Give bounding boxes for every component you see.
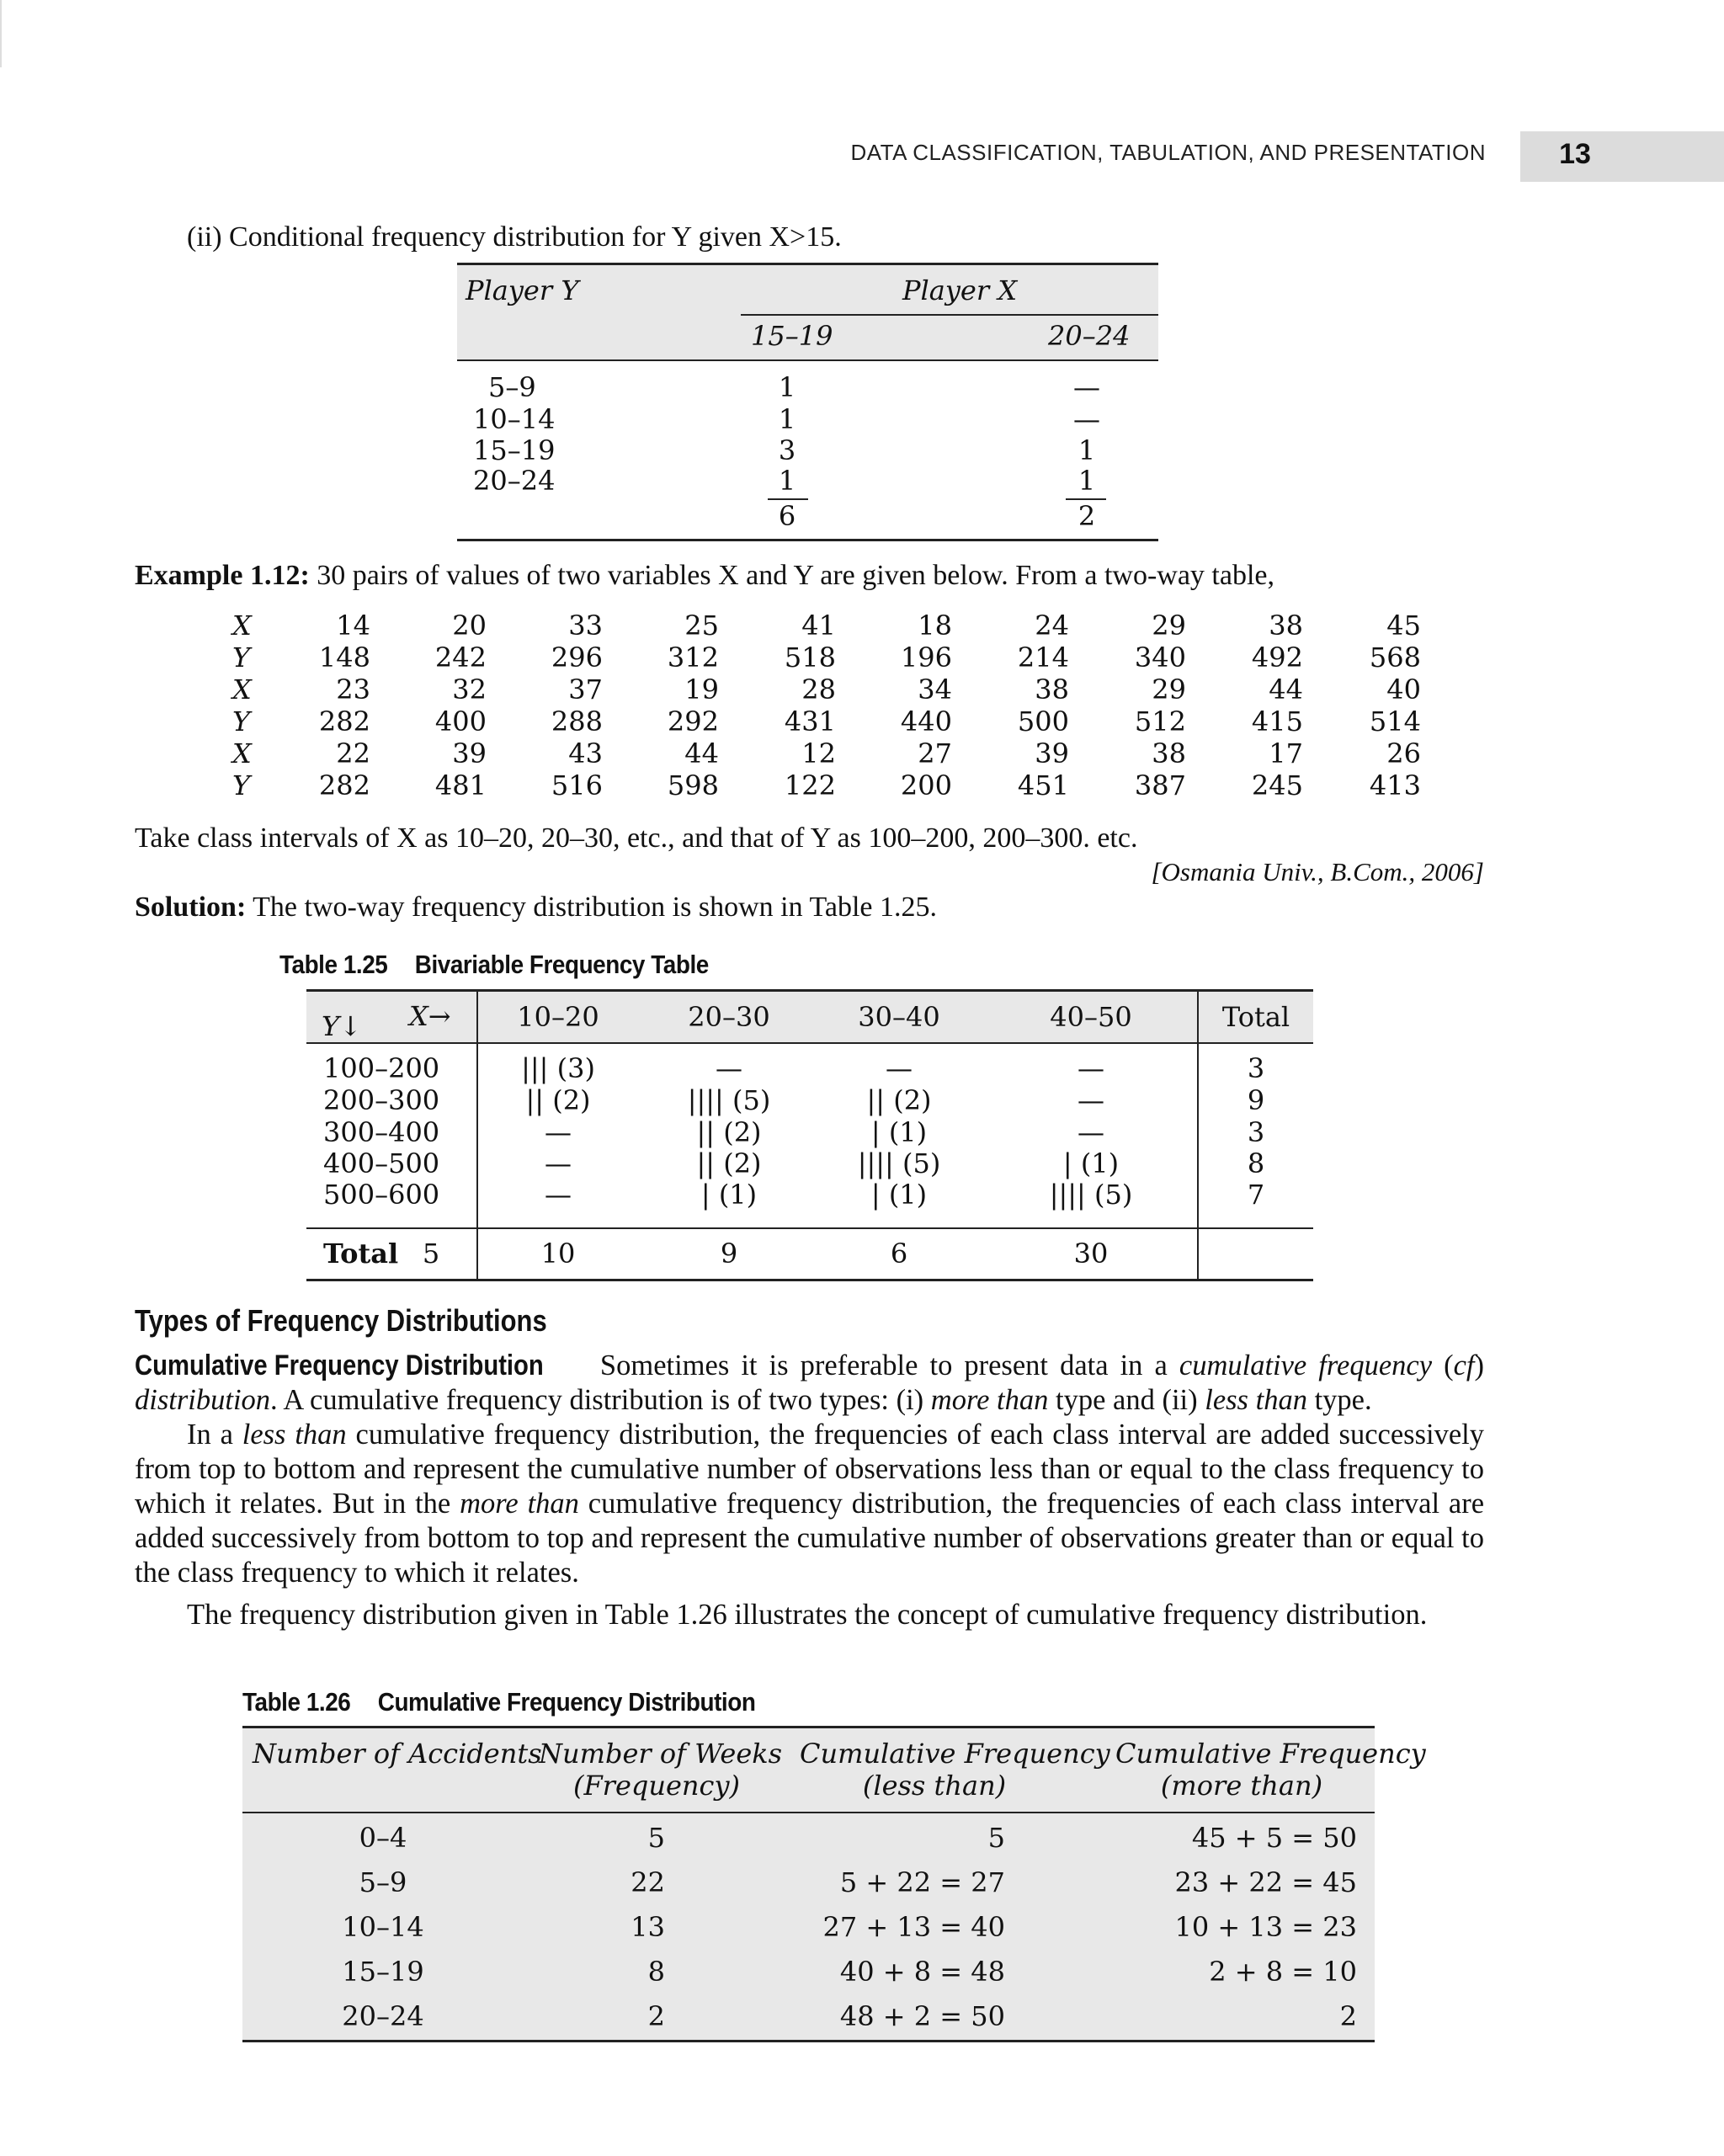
col-head-total: Total: [1221, 1001, 1290, 1033]
subheading: Cumulative Frequency Distribution: [135, 1349, 544, 1381]
row-label: 20–24: [473, 465, 556, 497]
col-head: (Frequency): [572, 1770, 741, 1802]
tally-cell: | (1): [700, 1179, 758, 1211]
pair-value: 40: [1386, 673, 1421, 705]
emphasis: more than: [930, 1384, 1049, 1416]
text: Sometimes it is preferable to present data in a: [599, 1349, 1168, 1381]
cf-more-cell: 2 + 8 = 10: [1209, 1956, 1357, 1988]
tally-cell: —: [716, 1052, 742, 1084]
tally-cell: |||| (5): [857, 1147, 941, 1179]
emphasis: less than: [1205, 1384, 1307, 1416]
total-cell: 5: [422, 1238, 440, 1270]
accidents-cell: 0–4: [359, 1822, 407, 1854]
row-label: 100–200: [323, 1052, 440, 1084]
col-20-24: 20–24: [1048, 320, 1131, 352]
pair-value: 39: [1035, 737, 1069, 769]
col-head: Cumulative Frequency: [1115, 1738, 1426, 1770]
table-number: Table 1.25: [279, 950, 388, 979]
pair-value: 39: [452, 737, 487, 769]
table-126-caption: [242, 1687, 755, 1717]
variable-label: Y: [232, 769, 251, 801]
pair-value: 38: [1035, 673, 1069, 705]
weeks-cell: 5: [647, 1822, 665, 1854]
pair-value: 29: [1152, 673, 1186, 705]
total-cell: 6: [890, 1238, 908, 1270]
pair-value: 26: [1386, 737, 1421, 769]
weeks-cell: 13: [631, 1911, 665, 1943]
weeks-cell: 2: [647, 2000, 665, 2032]
total-label: Total: [323, 1238, 399, 1270]
pair-value: 38: [1152, 737, 1186, 769]
cell: 1: [1078, 434, 1096, 466]
row-label: 10–14: [473, 403, 556, 435]
pair-value: 196: [900, 641, 952, 673]
variable-label: Y: [232, 705, 251, 737]
solution-text: The two-way frequency distribution is shown in Table 1.25.: [253, 892, 938, 923]
tally-cell: | (1): [870, 1116, 928, 1148]
table-title: Bivariable Frequency Table: [414, 950, 709, 979]
total-cell: 9: [720, 1238, 738, 1270]
pair-value: 44: [1269, 673, 1303, 705]
pair-value: 28: [801, 673, 836, 705]
cell: 1: [778, 371, 796, 403]
pair-value: 440: [900, 705, 952, 737]
pair-value: 514: [1369, 705, 1421, 737]
pair-value: 27: [918, 737, 952, 769]
tally-cell: | (1): [870, 1179, 928, 1211]
pair-value: 245: [1251, 769, 1303, 801]
col-15-19: 15–19: [751, 320, 833, 352]
row-label: 500–600: [323, 1179, 440, 1211]
text: type.: [1314, 1384, 1372, 1416]
col-head: (more than): [1160, 1770, 1323, 1802]
table-125-caption: [279, 950, 709, 980]
cell: —: [1073, 371, 1100, 403]
cell: 1: [778, 403, 796, 435]
cf-more-cell: 23 + 22 = 45: [1174, 1866, 1357, 1898]
variable-label: X: [232, 673, 252, 705]
variable-label: Y: [232, 641, 251, 673]
row-total: 7: [1247, 1179, 1265, 1211]
cf-less-cell: 48 + 2 = 50: [839, 2000, 1005, 2032]
tally-cell: —: [1078, 1116, 1104, 1148]
col-head: Number of Weeks: [539, 1738, 783, 1770]
cell: 1: [778, 465, 796, 497]
pair-value: 340: [1134, 641, 1186, 673]
pair-value: 415: [1251, 705, 1303, 737]
pair-value: 43: [568, 737, 603, 769]
tally-cell: ||| (3): [521, 1052, 595, 1084]
row-label: 300–400: [323, 1116, 440, 1148]
example-instruction: Take class intervals of X as 10–20, 20–30, etc., and that of Y as 100–200, 200–300. etc.: [135, 822, 1138, 854]
tally-cell: —: [1078, 1052, 1104, 1084]
paragraph-3: [135, 1598, 1484, 1632]
pair-value: 14: [336, 610, 370, 641]
pair-value: 29: [1152, 610, 1186, 641]
page-edge: [0, 0, 2, 67]
pair-value: 568: [1369, 641, 1421, 673]
solution-label: Solution:: [135, 892, 247, 923]
emphasis: cumulative frequency: [1179, 1349, 1433, 1381]
row-label: 400–500: [323, 1147, 440, 1179]
section-ii-caption: (ii) Conditional frequency distribution for Y given X>15.: [187, 221, 842, 253]
example-label: Example 1.12:: [135, 560, 310, 591]
cf-less-cell: 5 + 22 = 27: [839, 1866, 1005, 1898]
col-head: 40–50: [1050, 1001, 1132, 1033]
pair-value: 38: [1269, 610, 1303, 641]
tally-cell: —: [545, 1147, 572, 1179]
pair-value: 282: [318, 769, 370, 801]
text: In a: [187, 1419, 233, 1451]
emphasis: more than: [460, 1488, 579, 1520]
pair-value: 32: [452, 673, 487, 705]
col-head: 20–30: [688, 1001, 770, 1033]
solution-line: [135, 891, 937, 924]
cf-less-cell: 27 + 13 = 40: [822, 1911, 1005, 1943]
page-number: 13: [1559, 138, 1591, 170]
text: cumulative frequency distribution, the frequencies of each class interval are added successively from bottom to top and represent the cumulative number of observations greater than or equal to the class frequency to which it relates.: [135, 1488, 1485, 1589]
pair-value: 451: [1017, 769, 1069, 801]
pair-value: 44: [684, 737, 719, 769]
accidents-cell: 15–19: [342, 1956, 424, 1988]
total-cell: 2: [1078, 500, 1096, 532]
pair-value: 18: [918, 610, 952, 641]
pair-value: 492: [1251, 641, 1303, 673]
row-label: 15–19: [473, 434, 556, 466]
col-head: 10–20: [517, 1001, 599, 1033]
tally-cell: | (1): [1062, 1147, 1120, 1179]
pair-value: 500: [1017, 705, 1069, 737]
pair-value: 292: [667, 705, 719, 737]
source-citation: [Osmania Univ., B.Com., 2006]: [1151, 857, 1484, 886]
row-label: 5–9: [488, 371, 536, 403]
pair-value: 33: [568, 610, 603, 641]
col-head: 30–40: [858, 1001, 940, 1033]
pair-value: 387: [1134, 769, 1186, 801]
pair-value: 481: [434, 769, 487, 801]
tally-cell: || (2): [525, 1084, 591, 1116]
pair-value: 41: [801, 610, 836, 641]
cf-less-cell: 40 + 8 = 48: [839, 1956, 1005, 1988]
head-player-x: Player X: [902, 274, 1018, 306]
variable-label: X: [232, 737, 252, 769]
text: The frequency distribution given in Table 1.26 illustrates the concept of cumulative frequency distribution.: [187, 1599, 1428, 1631]
tally-cell: —: [1078, 1084, 1104, 1116]
row-total: 9: [1247, 1084, 1265, 1116]
pair-value: 400: [434, 705, 487, 737]
head-player-y: Player Y: [466, 274, 579, 306]
pair-value: 282: [318, 705, 370, 737]
accidents-cell: 10–14: [342, 1911, 424, 1943]
text: type and (ii): [1056, 1384, 1198, 1416]
pair-value: 512: [1134, 705, 1186, 737]
emphasis: distribution: [135, 1384, 271, 1416]
row-total: 8: [1247, 1147, 1265, 1179]
pair-value: 598: [667, 769, 719, 801]
tally-cell: |||| (5): [1049, 1179, 1133, 1211]
tally-cell: |||| (5): [687, 1084, 771, 1116]
total-cell: 10: [540, 1238, 576, 1270]
pair-value: 25: [684, 610, 719, 641]
weeks-cell: 8: [647, 1956, 665, 1988]
text: (: [1444, 1349, 1454, 1381]
tally-cell: —: [886, 1052, 913, 1084]
pair-value: 34: [918, 673, 952, 705]
pair-value: 37: [568, 673, 603, 705]
tally-cell: —: [545, 1116, 572, 1148]
text: . A cumulative frequency distribution is of two types: (i): [270, 1384, 924, 1416]
pair-value: 516: [551, 769, 603, 801]
pair-value: 296: [551, 641, 603, 673]
x-arrow-head: X→: [409, 1000, 451, 1032]
total-cell: 6: [778, 500, 796, 532]
col-head: (less than): [862, 1770, 1007, 1802]
emphasis: less than: [242, 1419, 347, 1451]
text: cumulative frequency distribution, the frequencies of each class interval are added successively from top to bottom and represent the cumulative number of observations less than or equal to the class frequency to which it relates. But in the: [135, 1419, 1485, 1520]
pair-value: 45: [1386, 610, 1421, 641]
col-head: Cumulative Frequency: [800, 1738, 1110, 1770]
paragraph-1: [135, 1349, 1484, 1418]
pair-value: 200: [900, 769, 952, 801]
row-label: 200–300: [323, 1084, 440, 1116]
paragraph-2: [135, 1418, 1484, 1590]
cf-more-cell: 45 + 5 = 50: [1191, 1822, 1357, 1854]
row-total: 3: [1247, 1052, 1265, 1084]
tally-cell: —: [545, 1179, 572, 1211]
pair-value: 20: [452, 610, 487, 641]
example-statement: [135, 559, 1274, 593]
pair-value: 19: [684, 673, 719, 705]
pair-value: 431: [784, 705, 836, 737]
cell: 3: [778, 434, 796, 466]
pair-value: 288: [551, 705, 603, 737]
pair-value: 148: [318, 641, 370, 673]
total-cell: 30: [1073, 1238, 1109, 1270]
pair-value: 518: [784, 641, 836, 673]
cell: 1: [1078, 465, 1096, 497]
cf-more-cell: 10 + 13 = 23: [1174, 1911, 1357, 1943]
pair-value: 23: [336, 673, 370, 705]
emphasis: cf: [1453, 1349, 1475, 1381]
tally-cell: || (2): [696, 1147, 762, 1179]
section-heading: Types of Frequency Distributions: [135, 1303, 547, 1338]
pair-value: 17: [1269, 737, 1303, 769]
table-title: Cumulative Frequency Distribution: [377, 1687, 756, 1717]
pair-value: 312: [667, 641, 719, 673]
cf-less-cell: 5: [987, 1822, 1005, 1854]
cell: —: [1073, 403, 1100, 435]
variable-label: X: [232, 610, 252, 641]
example-text: 30 pairs of values of two variables X and Y are given below. From a two-way table,: [317, 560, 1275, 591]
pair-value: 22: [336, 737, 370, 769]
tally-cell: || (2): [696, 1116, 762, 1148]
pair-value: 242: [434, 641, 487, 673]
tally-cell: || (2): [866, 1084, 932, 1116]
y-arrow-head: Y↓: [322, 1010, 362, 1042]
col-head: Number of Accidents: [253, 1738, 542, 1770]
text: ): [1474, 1349, 1484, 1381]
cf-more-cell: 2: [1339, 2000, 1357, 2032]
pair-value: 24: [1035, 610, 1069, 641]
pair-value: 413: [1369, 769, 1421, 801]
pair-value: 12: [801, 737, 836, 769]
pair-value: 122: [784, 769, 836, 801]
pair-value: 214: [1017, 641, 1069, 673]
accidents-cell: 5–9: [359, 1866, 407, 1898]
row-total: 3: [1247, 1116, 1265, 1148]
weeks-cell: 22: [631, 1866, 665, 1898]
table-number: Table 1.26: [242, 1687, 351, 1717]
accidents-cell: 20–24: [342, 2000, 424, 2032]
running-head: DATA CLASSIFICATION, TABULATION, AND PRESENTATION: [850, 140, 1486, 165]
